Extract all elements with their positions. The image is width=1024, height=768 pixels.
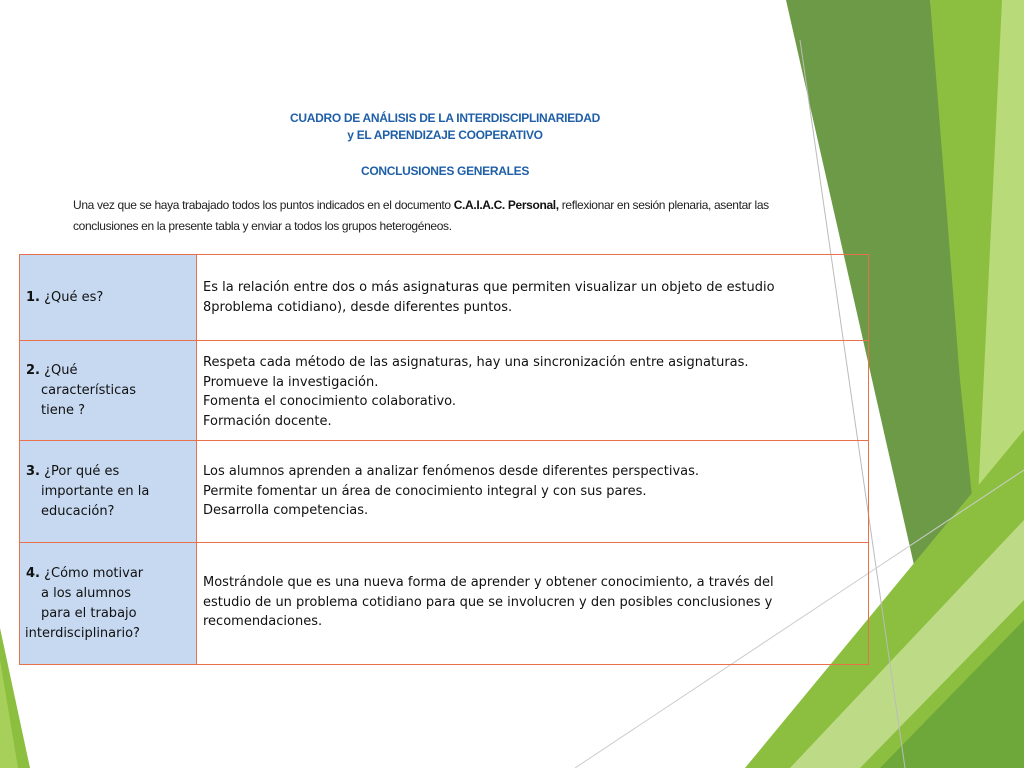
answer-line: recomendaciones. [203, 614, 323, 630]
answer-line: estudio de un problema cotidiano para que se involucren y den posibles conclusiones y [203, 594, 773, 610]
question-line [26, 361, 196, 381]
answer-line: Permite fomentar un área de conocimiento integral y con sus pares. [203, 483, 647, 499]
question-line [26, 288, 196, 308]
question-number: 2. [26, 362, 40, 378]
question-number: 1. [26, 289, 40, 305]
table-row [20, 255, 869, 341]
answer-cell [197, 543, 869, 665]
question-cell [20, 543, 197, 665]
answer-line: Formación docente. [203, 413, 332, 429]
intro-bold-text: C.A.I.A.C. Personal, [453, 198, 559, 212]
answer-line: Los alumnos aprenden a analizar fenómenos desde diferentes perspectivas. [203, 464, 700, 480]
answer-cell [197, 441, 869, 543]
answer-line: Fomenta el conocimiento colaborativo. [203, 394, 457, 409]
intro-text-part1: Una vez que se haya trabajado todos los puntos indicados en el documento [73, 198, 454, 212]
document-title-line-2: y EL APRENDIZAJE COOPERATIVO [347, 128, 543, 142]
question-number: 3. [26, 463, 40, 479]
intro-paragraph [73, 195, 813, 237]
question-text: tiene ? [41, 402, 85, 418]
answer-line: Desarrolla competencias. [203, 503, 369, 519]
table-row [20, 441, 869, 543]
answer-line: Mostrándole que es una nueva forma de aprender y obtener conocimiento, a través del [203, 575, 774, 591]
table-row [20, 543, 869, 665]
question-text: educación? [41, 503, 115, 519]
question-line [26, 462, 196, 482]
question-cell [20, 255, 197, 341]
answer-cell [197, 341, 869, 441]
question-text: a los alumnos [41, 585, 132, 601]
answer-line: Es la relación entre dos o más asignaturas que permiten visualizar un objeto de estudio [203, 280, 775, 295]
intro-text-part2: reflexionar en sesión plenaria, asentar las conclusiones en la presente tabla y enviar a todos los grupos heterogéneos. [73, 198, 769, 233]
question-line [26, 564, 196, 584]
conclusions-table [19, 254, 869, 665]
question-text: ¿Cómo motivar [44, 565, 144, 581]
question-text: características [41, 382, 136, 398]
question-number: 4. [26, 565, 40, 581]
question-text: ¿Por qué es [44, 463, 120, 479]
answer-line: Promueve la investigación. [203, 374, 379, 390]
document-subtitle: CONCLUSIONES GENERALES [360, 164, 530, 178]
question-text: interdisciplinario? [25, 625, 140, 641]
question-cell [20, 441, 197, 543]
question-text: para el trabajo [41, 605, 137, 621]
question-text: ¿Qué [44, 362, 78, 378]
answer-line: Respeta cada método de las asignaturas, hay una sincronización entre asignaturas. [203, 355, 749, 370]
answer-line: 8problema cotidiano), desde diferentes puntos. [203, 299, 513, 315]
document-title-line-1: CUADRO DE ANÁLISIS DE LA INTERDISCIPLINARIEDAD [290, 111, 600, 125]
question-text: ¿Qué es? [44, 289, 104, 305]
table-row [20, 341, 869, 441]
question-text: importante en la [41, 483, 150, 499]
question-cell [20, 341, 197, 441]
answer-cell [197, 255, 869, 341]
